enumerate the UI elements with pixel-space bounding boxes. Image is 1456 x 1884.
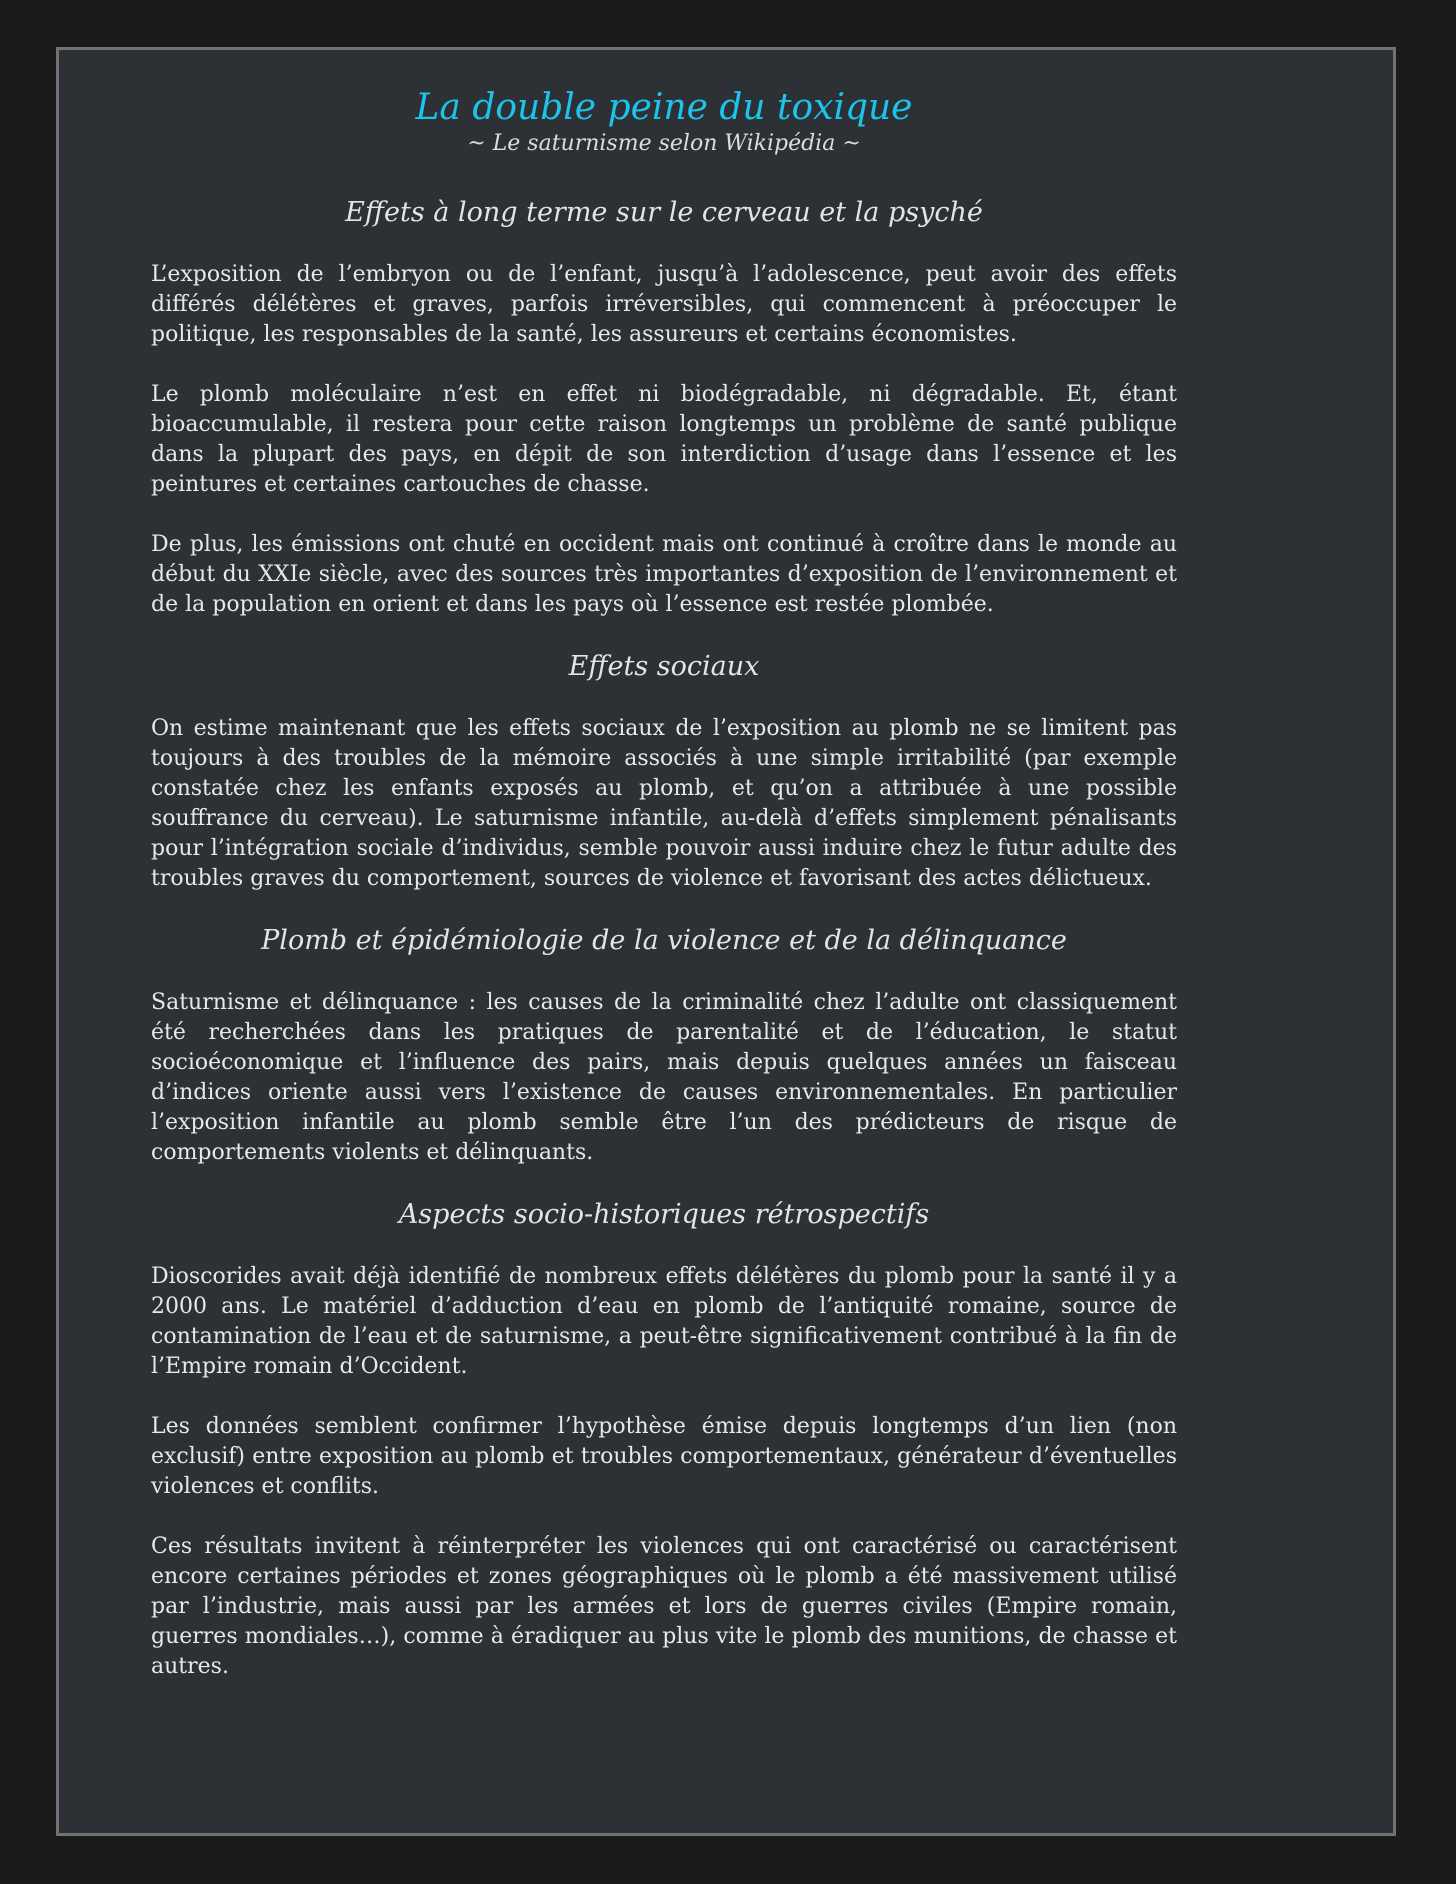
article	[151, 86, 1177, 1712]
section-historical-aspects	[151, 1198, 1177, 1682]
section-heading: Effets à long terme sur le cerveau et la psyché	[345, 197, 983, 228]
paragraph: Saturnisme et délinquance : les causes de la criminalité chez l’adulte ont classiquement été recherchées dans les pratiques de parentalité et de l’éducation, le statut socioéconomique et l’influence des pairs, mais depuis quelques années un faisceau d’indices oriente aussi vers l’existence de causes environnementales. En particulier l’exposition infantile au plomb semble être l’un des prédicteurs de risque de comportements violents et délinquants.	[151, 990, 1177, 1165]
paragraph: L’exposition de l’embryon ou de l’enfant, jusqu’à l’adolescence, peut avoir des effets différés délétères et graves, parfois irréversibles, qui commencent à préoccuper le politique, les responsables de la santé, les assureurs et certains économistes.	[151, 262, 1177, 347]
paragraph: On estime maintenant que les effets sociaux de l’exposition au plomb ne se limitent pas toujours à des troubles de la mémoire associés à une simple irritabilité (par exemple constatée chez les enfants exposés au plomb, et qu’on a attribuée à une possible souffrance du cerveau). Le saturnisme infantile, au-delà d’effets simplement pénalisants pour l’intégration sociale d’individus, semble pouvoir aussi induire chez le futur adulte des troubles graves du comportement, sources de violence et favorisant des actes délictueux.	[151, 716, 1177, 891]
page-title: La double peine du toxique	[415, 87, 913, 128]
paragraph: Les données semblent confirmer l’hypothèse émise depuis longtemps d’un lien (non exclusif) entre exposition au plomb et troubles comportementaux, générateur d’éventuelles violences et conflits.	[151, 1414, 1177, 1499]
section-social-effects	[151, 650, 1177, 894]
paragraph: De plus, les émissions ont chuté en occident mais ont continué à croître dans le monde au début du XXIe siècle, avec des sources très importantes d’exposition de l’environnement et de la population en orient et dans les pays où l’essence est restée plombée.	[151, 532, 1177, 617]
page-subtitle: ~ Le saturnisme selon Wikipédia ~	[467, 131, 861, 156]
section-long-term-effects	[151, 196, 1177, 620]
section-heading: Aspects socio-historiques rétrospectifs	[398, 1199, 930, 1230]
section-heading: Effets sociaux	[568, 651, 760, 682]
paragraph: Ces résultats invitent à réinterpréter les violences qui ont caractérisé ou caractérisent encore certaines périodes et zones géographiques où le plomb a été massivement utilisé par l’industrie, mais aussi par les armées et lors de guerres civiles (Empire romain, guerres mondiales…), comme à éradiquer au plus vite le plomb des munitions, de chasse et autres.	[151, 1534, 1177, 1679]
section-heading: Plomb et épidémiologie de la violence et de la délinquance	[261, 925, 1067, 956]
paragraph: Le plomb moléculaire n’est en effet ni biodégradable, ni dégradable. Et, étant bioaccumulable, il restera pour cette raison longtemps un problème de santé publique dans la plupart des pays, en dépit de son interdiction d’usage dans l’essence et les peintures et certaines cartouches de chasse.	[151, 382, 1177, 497]
paragraph: Dioscorides avait déjà identifié de nombreux effets délétères du plomb pour la santé il y a 2000 ans. Le matériel d’adduction d’eau en plomb de l’antiquité romaine, source de contamination de l’eau et de saturnisme, a peut-être significativement contribué à la fin de l’Empire romain d’Occident.	[151, 1264, 1177, 1379]
section-violence-epidemiology	[151, 924, 1177, 1168]
